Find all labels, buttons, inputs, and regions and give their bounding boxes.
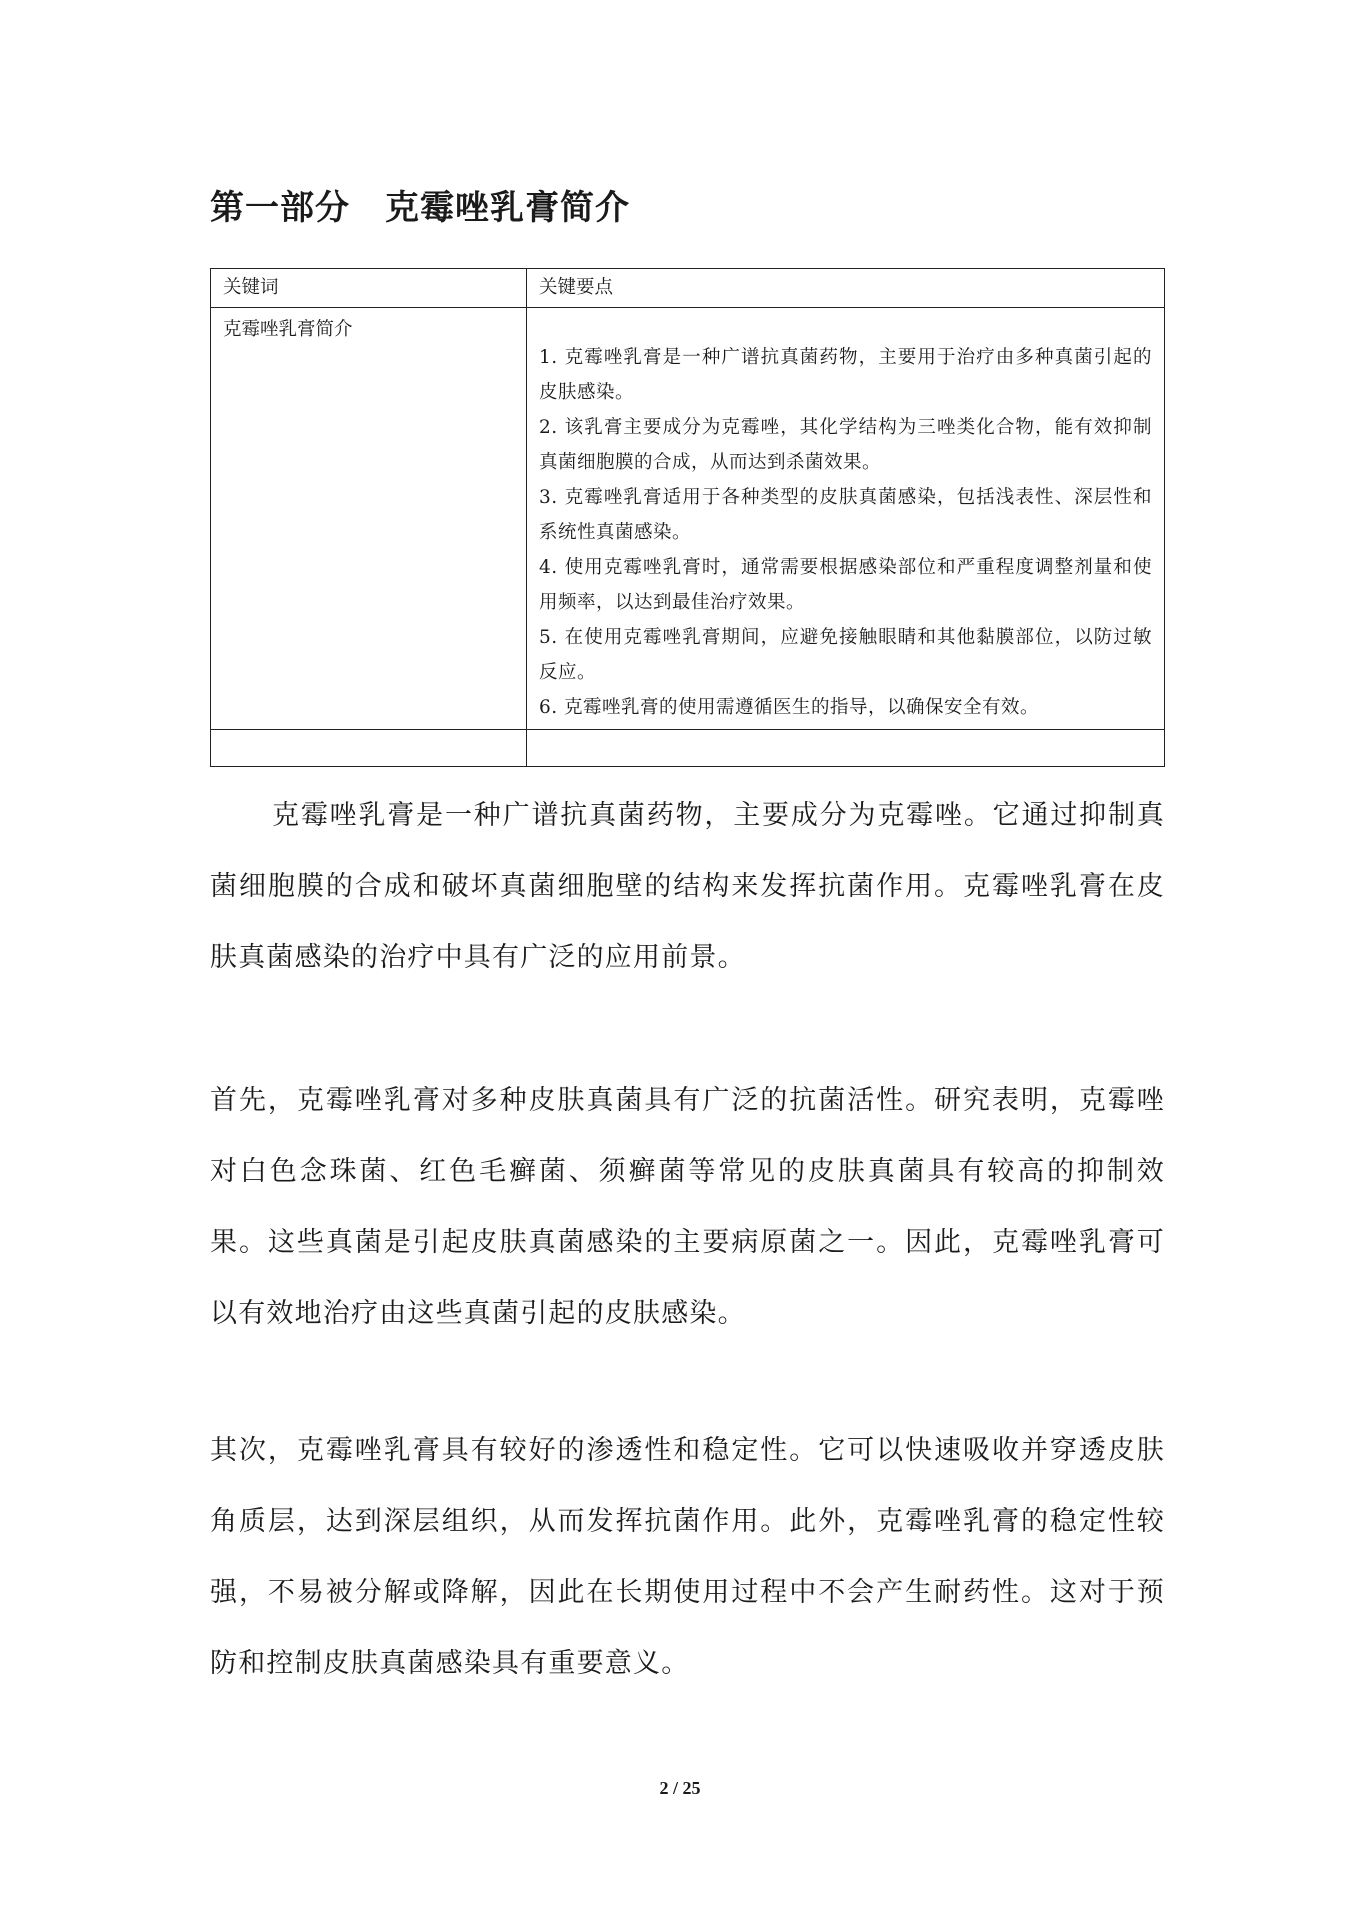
keypoint-item: 1. 克霉唑乳膏是一种广谱抗真菌药物，主要用于治疗由多种真菌引起的皮肤感染。 bbox=[539, 347, 1152, 403]
keypoint-item: 6. 克霉唑乳膏的使用需遵循医生的指导，以确保安全有效。 bbox=[539, 697, 1040, 718]
body-paragraph: 其次，克霉唑乳膏具有较好的渗透性和稳定性。它可以快速吸收并穿透皮肤角质层，达到深层组织，从而发挥抗菌作用。此外，克霉唑乳膏的稳定性较强，不易被分解或降解，因此在长期使用过程中不会产生耐药性。这对于预防和控制皮肤真菌感染具有重要意义。 bbox=[210, 1435, 1165, 1679]
empty-cell bbox=[527, 730, 1165, 767]
header-keypoints: 关键要点 bbox=[527, 269, 1165, 308]
keypoints-table bbox=[210, 268, 1165, 767]
body-paragraph: 克霉唑乳膏是一种广谱抗真菌药物，主要成分为克霉唑。它通过抑制真菌细胞膜的合成和破坏真菌细胞壁的结构来发挥抗菌作用。克霉唑乳膏在皮肤真菌感染的治疗中具有广泛的应用前景。 bbox=[210, 800, 1165, 973]
page-number: 2 / 25 bbox=[659, 1778, 701, 1798]
keypoints-list bbox=[539, 312, 1152, 725]
keypoint-item: 5. 在使用克霉唑乳膏期间，应避免接触眼睛和其他黏膜部位，以防过敏反应。 bbox=[539, 627, 1152, 683]
keyword-cell: 克霉唑乳膏简介 bbox=[211, 308, 527, 730]
keypoint-item: 4. 使用克霉唑乳膏时，通常需要根据感染部位和严重程度调整剂量和使用频率，以达到最佳治疗效果。 bbox=[539, 557, 1152, 613]
empty-cell bbox=[211, 730, 527, 767]
table-empty-row bbox=[211, 730, 1165, 767]
body-paragraph: 首先，克霉唑乳膏对多种皮肤真菌具有广泛的抗菌活性。研究表明，克霉唑对白色念珠菌、红色毛癣菌、须癣菌等常见的皮肤真菌具有较高的抑制效果。这些真菌是引起皮肤真菌感染的主要病原菌之一。因此，克霉唑乳膏可以有效地治疗由这些真菌引起的皮肤感染。 bbox=[210, 1085, 1165, 1329]
keypoint-item: 3. 克霉唑乳膏适用于各种类型的皮肤真菌感染，包括浅表性、深层性和系统性真菌感染。 bbox=[539, 487, 1152, 543]
section-title: 第一部分 克霉唑乳膏简介 bbox=[210, 188, 630, 228]
keypoint-item: 2. 该乳膏主要成分为克霉唑，其化学结构为三唑类化合物，能有效抑制真菌细胞膜的合成，从而达到杀菌效果。 bbox=[539, 417, 1152, 473]
keypoints-cell bbox=[527, 308, 1165, 730]
table-row bbox=[211, 308, 1165, 730]
table-header-row bbox=[211, 269, 1165, 308]
header-keyword: 关键词 bbox=[211, 269, 527, 308]
